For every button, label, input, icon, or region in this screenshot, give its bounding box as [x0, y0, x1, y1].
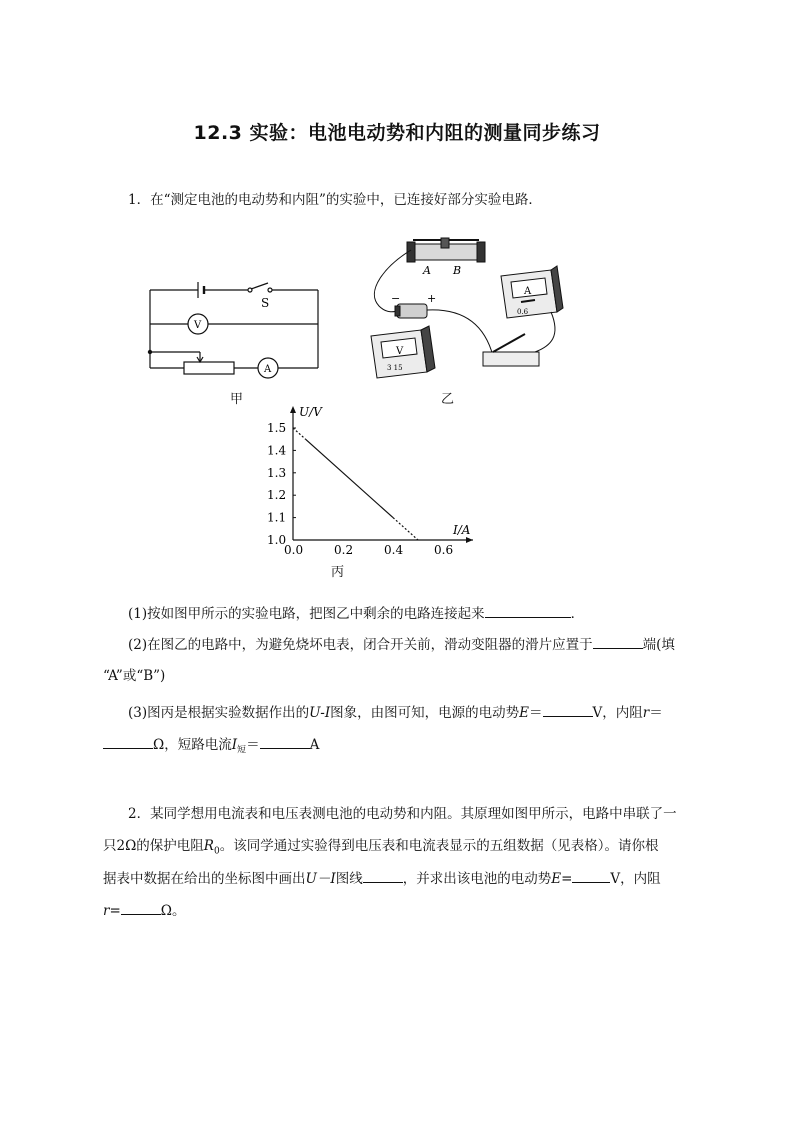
figure-yi-apparatus — [365, 236, 565, 384]
answer-blank-r-2[interactable] — [121, 900, 161, 915]
q1-sub2-tail: 端(填 — [642, 637, 675, 653]
voltmeter-terminals: 3 15 — [387, 364, 403, 372]
answer-blank-1[interactable] — [485, 603, 571, 618]
q1-sub2-text: (2)在图乙的电路中，为避免烧坏电表，闭合开关前，滑动变阻器的滑片应置于 — [128, 637, 593, 653]
x-tick-label: 0.2 — [334, 543, 354, 557]
battery-positive: + — [427, 292, 437, 305]
equals: = — [561, 871, 573, 887]
unit-a: A — [309, 737, 320, 753]
q2-line3-text-b: 图线 — [335, 871, 363, 887]
r-symbol: r — [103, 903, 110, 919]
answer-blank-2[interactable] — [593, 634, 643, 649]
page-title: 12.3 实验：电池电动势和内阻的测量同步练习 — [193, 122, 601, 144]
q2-line4-unit: Ω。 — [160, 903, 186, 919]
y-tick-label: 1.3 — [267, 465, 287, 480]
r-symbol: r — [642, 705, 650, 721]
y-axis-label: U/V — [299, 405, 322, 419]
equals: ＝ — [246, 737, 260, 753]
wire-battery-switch — [427, 310, 493, 356]
equals: ＝ — [649, 705, 663, 721]
e-symbol: E — [519, 705, 530, 721]
q1-sub3-line2 — [103, 734, 319, 761]
figure-jia-caption: 甲 — [230, 392, 244, 407]
q1-sub2-options: “A”或“B”) — [103, 668, 166, 684]
rheostat-label-a: A — [423, 264, 431, 277]
q2-line4 — [103, 900, 185, 921]
ammeter-face-label: A — [524, 286, 532, 297]
e-symbol: E — [551, 871, 562, 887]
fit-line — [306, 439, 394, 517]
q1-sub3-unit-v: V，内阻 — [592, 705, 643, 721]
y-tick-label: 1.0 — [267, 533, 287, 547]
figure-bing-caption: 丙 — [331, 565, 345, 580]
answer-blank-isc[interactable] — [260, 734, 310, 749]
q2-line3-unit: V，内阻 — [610, 871, 661, 887]
q1-sub1-text: (1)按如图甲所示的实验电路，把图乙中剩余的电路连接起来 — [128, 606, 485, 622]
y-tick-label: 1.5 — [267, 421, 287, 435]
voltmeter-face-label: V — [396, 346, 404, 357]
i-symbol: I — [231, 737, 238, 753]
q1-sub3-text-b: 图象，由图可知，电源的电动势 — [330, 705, 520, 721]
i-subscript: 短 — [237, 745, 247, 756]
switch-contact — [268, 288, 272, 292]
answer-blank-emf-2[interactable] — [572, 868, 610, 883]
figure-yi-caption: 乙 — [441, 392, 455, 407]
x-tick-label: 0.6 — [434, 543, 454, 557]
x-tick-label: 0.0 — [284, 543, 304, 557]
voltmeter-label: V — [194, 320, 202, 331]
q1-sub2 — [128, 634, 675, 655]
rheostat-end-right — [477, 242, 485, 262]
q1-sub3-text: (3)图丙是根据实验数据作出的 — [128, 705, 310, 721]
ammeter-terminals: 0.6 — [517, 308, 529, 316]
knife-switch-blade — [493, 334, 525, 352]
q1-sub1 — [128, 603, 584, 624]
r0-subscript: 0 — [213, 846, 220, 857]
rheostat-symbol — [184, 362, 234, 374]
q1-sub1-end: ． — [570, 606, 585, 622]
y-axis-arrow — [290, 406, 296, 413]
x-axis-label: I/A — [453, 523, 471, 537]
rheostat-slider-knob — [441, 238, 449, 248]
x-axis-arrow — [466, 537, 473, 543]
battery-negative: − — [391, 292, 401, 305]
q2-line3-text-c: ，并求出该电池的电动势 — [402, 871, 552, 887]
y-tick-label: 1.2 — [267, 488, 287, 503]
q2-line2-text-b: 。该同学通过实验得到电压表和电流表显示的五组数据（见表格）。请你根 — [219, 838, 659, 854]
y-tick-label: 1.1 — [267, 510, 287, 525]
equals: ＝ — [529, 705, 543, 721]
switch-blade — [251, 283, 268, 289]
q1-sub3 — [128, 702, 663, 723]
rheostat-label-b: B — [453, 264, 462, 277]
x-tick-label: 0.4 — [384, 543, 404, 557]
ui-symbol: U-I — [309, 705, 331, 721]
q2-line2 — [103, 836, 658, 862]
answer-blank-graph[interactable] — [363, 868, 403, 883]
figure-jia-circuit — [140, 278, 330, 398]
q2-line3 — [103, 868, 661, 889]
equals: = — [109, 903, 121, 919]
switch-label: S — [261, 296, 270, 310]
q2-line1: 2．某同学想用电流表和电压表测电池的电动势和内阻。其原理如图甲所示，电路中串联了一 — [128, 806, 677, 822]
knife-switch-base — [483, 352, 539, 366]
r0-symbol: R — [203, 838, 214, 854]
y-tick-label: 1.4 — [267, 443, 287, 458]
q2-line2-text: 只2Ω的保护电阻 — [103, 838, 204, 854]
q1-sub3-ohm: Ω，短路电流 — [153, 737, 232, 753]
figure-bing-ui-chart — [255, 402, 485, 562]
answer-blank-r[interactable] — [103, 734, 153, 749]
q1-intro: 1．在“测定电池的电动势和内阻”的实验中，已连接好部分实验电路． — [128, 192, 542, 208]
battery-body — [397, 304, 427, 318]
extrapolation-line — [393, 518, 418, 540]
ammeter-label: A — [264, 364, 272, 375]
answer-blank-emf[interactable] — [543, 702, 593, 717]
wire-ammeter-switch — [535, 312, 555, 352]
extrapolation-line — [293, 428, 306, 439]
ui-symbol: U－I — [305, 871, 336, 887]
q2-line3-text: 据表中数据在给出的坐标图中画出 — [103, 871, 306, 887]
